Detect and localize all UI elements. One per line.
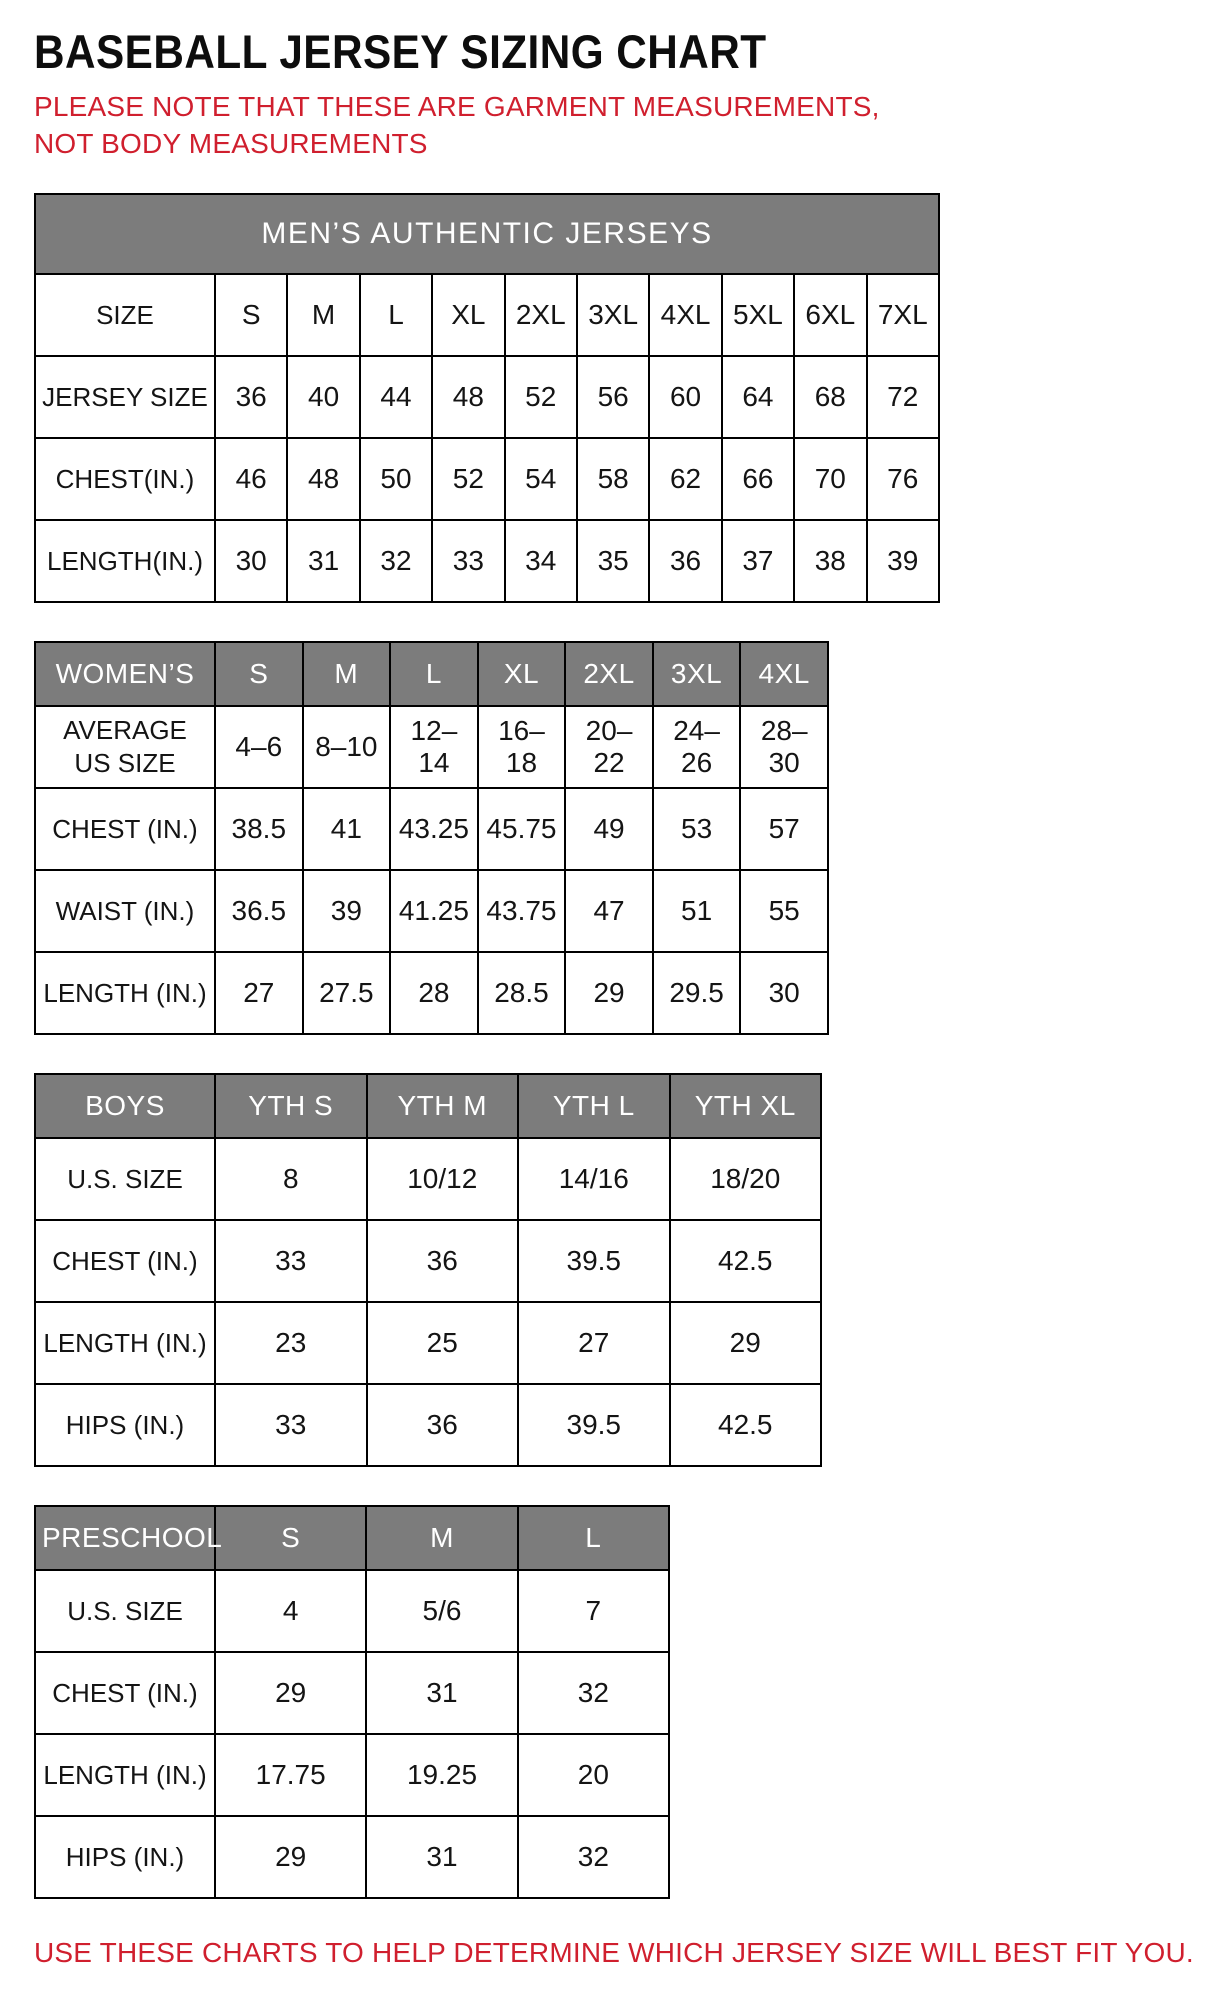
page: [34, 24, 1194, 1969]
data-cell: 50: [360, 438, 432, 520]
data-cell: 70: [794, 438, 866, 520]
data-cell: XL: [432, 274, 504, 356]
data-cell: 58: [577, 438, 649, 520]
row-label-cell: CHEST (IN.): [35, 788, 215, 870]
data-cell: 31: [287, 520, 359, 602]
data-cell: 66: [722, 438, 794, 520]
row-label-cell: U.S. SIZE: [35, 1138, 215, 1220]
table-row: [35, 1220, 821, 1302]
header-size-cell: YTH XL: [670, 1074, 822, 1138]
table-row: [35, 438, 939, 520]
data-cell: 33: [215, 1384, 367, 1466]
header-size-cell: XL: [478, 642, 566, 706]
table-row: [35, 706, 828, 788]
header-size-cell: L: [518, 1506, 669, 1570]
data-cell: 64: [722, 356, 794, 438]
data-cell: 10/12: [367, 1138, 519, 1220]
data-cell: 56: [577, 356, 649, 438]
data-cell: 6XL: [794, 274, 866, 356]
data-cell: 28: [390, 952, 478, 1034]
data-cell: 37: [722, 520, 794, 602]
preschool-sizing-table: [34, 1505, 670, 1899]
data-cell: 20–22: [565, 706, 653, 788]
table-row: [35, 952, 828, 1034]
data-cell: 20: [518, 1734, 669, 1816]
row-label-cell: SIZE: [35, 274, 215, 356]
header-size-cell: 3XL: [653, 642, 741, 706]
table-header-row: [35, 642, 828, 706]
data-cell: L: [360, 274, 432, 356]
data-cell: 29: [670, 1302, 822, 1384]
data-cell: 62: [649, 438, 721, 520]
data-cell: 55: [740, 870, 828, 952]
table-row: [35, 1652, 669, 1734]
data-cell: 41.25: [390, 870, 478, 952]
data-cell: 36: [367, 1220, 519, 1302]
data-cell: 7XL: [867, 274, 939, 356]
data-cell: M: [287, 274, 359, 356]
data-cell: 36.5: [215, 870, 303, 952]
data-cell: 31: [366, 1652, 517, 1734]
data-cell: 36: [367, 1384, 519, 1466]
data-cell: 35: [577, 520, 649, 602]
row-label-cell: CHEST (IN.): [35, 1220, 215, 1302]
table-row: [35, 1302, 821, 1384]
data-cell: S: [215, 274, 287, 356]
data-cell: 27: [215, 952, 303, 1034]
data-cell: 30: [740, 952, 828, 1034]
data-cell: 46: [215, 438, 287, 520]
header-size-cell: L: [390, 642, 478, 706]
data-cell: 29: [215, 1652, 366, 1734]
data-cell: 23: [215, 1302, 367, 1384]
table-row: [35, 1734, 669, 1816]
row-label-cell: CHEST(IN.): [35, 438, 215, 520]
data-cell: 18/20: [670, 1138, 822, 1220]
data-cell: 68: [794, 356, 866, 438]
data-cell: 39.5: [518, 1384, 670, 1466]
data-cell: 57: [740, 788, 828, 870]
womens-sizing-table: [34, 641, 829, 1035]
data-cell: 60: [649, 356, 721, 438]
data-cell: 53: [653, 788, 741, 870]
data-cell: 29: [215, 1816, 366, 1898]
table-row: [35, 356, 939, 438]
data-cell: 39: [303, 870, 391, 952]
data-cell: 4–6: [215, 706, 303, 788]
row-label-cell: LENGTH(IN.): [35, 520, 215, 602]
row-label-cell: AVERAGE US SIZE: [35, 706, 215, 788]
table-row: [35, 1570, 669, 1652]
data-cell: 32: [518, 1652, 669, 1734]
data-cell: 36: [215, 356, 287, 438]
row-label-cell: HIPS (IN.): [35, 1384, 215, 1466]
header-size-cell: S: [215, 1506, 366, 1570]
data-cell: 52: [432, 438, 504, 520]
data-cell: 19.25: [366, 1734, 517, 1816]
data-cell: 52: [505, 356, 577, 438]
data-cell: 48: [432, 356, 504, 438]
data-cell: 47: [565, 870, 653, 952]
header-size-cell: M: [366, 1506, 517, 1570]
boys-sizing-table: [34, 1073, 822, 1467]
data-cell: 40: [287, 356, 359, 438]
data-cell: 16–18: [478, 706, 566, 788]
data-cell: 54: [505, 438, 577, 520]
row-label-cell: LENGTH (IN.): [35, 1302, 215, 1384]
data-cell: 8: [215, 1138, 367, 1220]
data-cell: 30: [215, 520, 287, 602]
data-cell: 45.75: [478, 788, 566, 870]
data-cell: 31: [366, 1816, 517, 1898]
table-row: [35, 520, 939, 602]
table-row: [35, 1138, 821, 1220]
data-cell: 36: [649, 520, 721, 602]
data-cell: 32: [360, 520, 432, 602]
mens-sizing-table: [34, 193, 940, 603]
header-size-cell: M: [303, 642, 391, 706]
data-cell: 17.75: [215, 1734, 366, 1816]
data-cell: 42.5: [670, 1220, 822, 1302]
data-cell: 48: [287, 438, 359, 520]
data-cell: 8–10: [303, 706, 391, 788]
data-cell: 2XL: [505, 274, 577, 356]
row-label-cell: HIPS (IN.): [35, 1816, 215, 1898]
row-label-cell: LENGTH (IN.): [35, 952, 215, 1034]
table-header-row: [35, 1074, 821, 1138]
data-cell: 29.5: [653, 952, 741, 1034]
header-size-cell: YTH M: [367, 1074, 519, 1138]
data-cell: 33: [432, 520, 504, 602]
data-cell: 34: [505, 520, 577, 602]
data-cell: 51: [653, 870, 741, 952]
header-size-cell: YTH S: [215, 1074, 367, 1138]
header-label-cell: WOMEN’S: [35, 642, 215, 706]
row-label-cell: JERSEY SIZE: [35, 356, 215, 438]
table-row: [35, 274, 939, 356]
data-cell: 3XL: [577, 274, 649, 356]
table-header-row: [35, 1506, 669, 1570]
data-cell: 39.5: [518, 1220, 670, 1302]
data-cell: 32: [518, 1816, 669, 1898]
data-cell: 33: [215, 1220, 367, 1302]
row-label-cell: CHEST (IN.): [35, 1652, 215, 1734]
table-row: [35, 1384, 821, 1466]
data-cell: 41: [303, 788, 391, 870]
data-cell: 76: [867, 438, 939, 520]
data-cell: 12–14: [390, 706, 478, 788]
data-cell: 44: [360, 356, 432, 438]
data-cell: 42.5: [670, 1384, 822, 1466]
data-cell: 7: [518, 1570, 669, 1652]
data-cell: 24–26: [653, 706, 741, 788]
page-title: BASEBALL JERSEY SIZING CHART: [34, 25, 767, 78]
data-cell: 49: [565, 788, 653, 870]
garment-measurement-note: PLEASE NOTE THAT THESE ARE GARMENT MEASUREMENTS, NOT BODY MEASUREMENTS: [34, 91, 880, 159]
table-row: [35, 1816, 669, 1898]
data-cell: 5/6: [366, 1570, 517, 1652]
row-label-cell: U.S. SIZE: [35, 1570, 215, 1652]
data-cell: 27: [518, 1302, 670, 1384]
row-label-cell: LENGTH (IN.): [35, 1734, 215, 1816]
data-cell: 25: [367, 1302, 519, 1384]
table-title-row: [35, 194, 939, 274]
header-size-cell: YTH L: [518, 1074, 670, 1138]
header-size-cell: S: [215, 642, 303, 706]
data-cell: 14/16: [518, 1138, 670, 1220]
footer-note: USE THESE CHARTS TO HELP DETERMINE WHICH JERSEY SIZE WILL BEST FIT YOU.: [34, 1936, 1194, 1968]
header-size-cell: 4XL: [740, 642, 828, 706]
data-cell: 29: [565, 952, 653, 1034]
data-cell: 4: [215, 1570, 366, 1652]
row-label-cell: WAIST (IN.): [35, 870, 215, 952]
data-cell: 27.5: [303, 952, 391, 1034]
header-size-cell: 2XL: [565, 642, 653, 706]
data-cell: 4XL: [649, 274, 721, 356]
data-cell: 38.5: [215, 788, 303, 870]
data-cell: 38: [794, 520, 866, 602]
table-row: [35, 788, 828, 870]
data-cell: 43.75: [478, 870, 566, 952]
data-cell: 28.5: [478, 952, 566, 1034]
data-cell: 43.25: [390, 788, 478, 870]
data-cell: 5XL: [722, 274, 794, 356]
mens-table-title: MEN’S AUTHENTIC JERSEYS: [35, 194, 939, 274]
header-label-cell: BOYS: [35, 1074, 215, 1138]
data-cell: 28–30: [740, 706, 828, 788]
table-row: [35, 870, 828, 952]
data-cell: 39: [867, 520, 939, 602]
header-label-cell: PRESCHOOL: [35, 1506, 215, 1570]
data-cell: 72: [867, 356, 939, 438]
